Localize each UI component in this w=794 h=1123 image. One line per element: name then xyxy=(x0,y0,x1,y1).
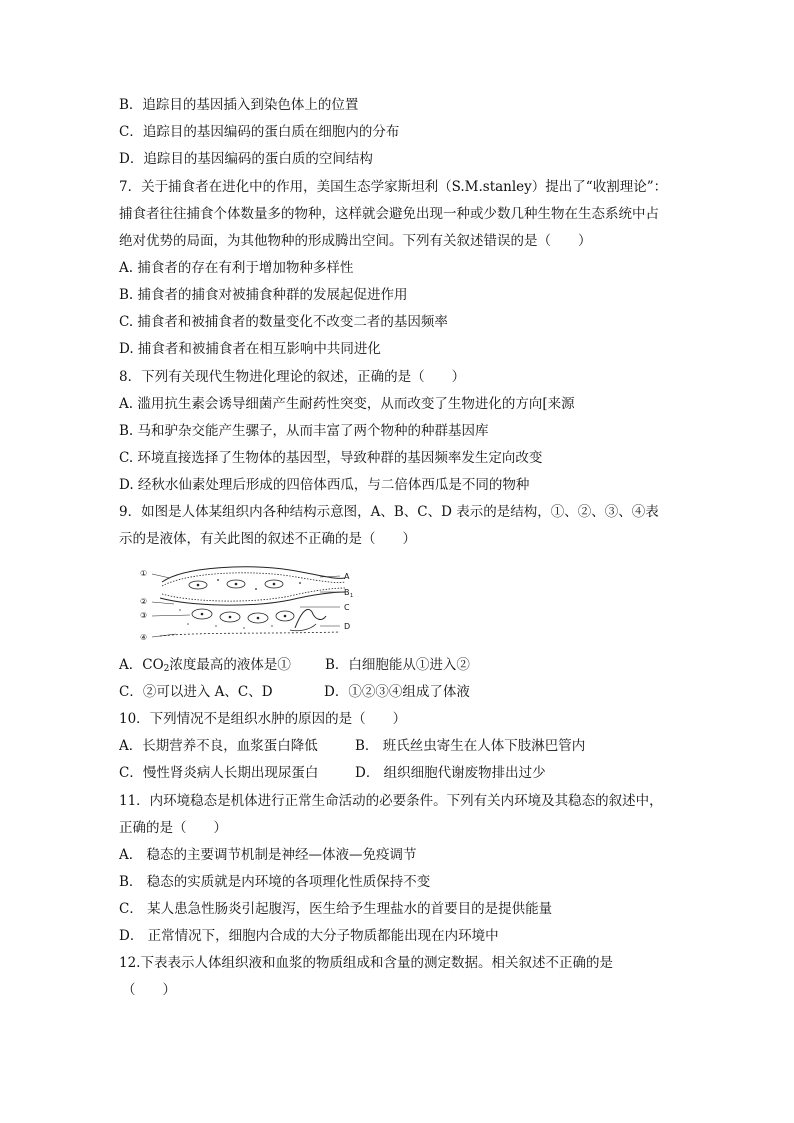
fig-label-d: D xyxy=(344,622,351,631)
fig-label-2: ② xyxy=(140,597,148,606)
fig-label-3: ③ xyxy=(140,611,148,620)
q7-option-a: A. 捕食者的存在有利于增加物种多样性 xyxy=(119,260,354,276)
q6-option-d: D．追踪目的基因编码的蛋白质的空间结构 xyxy=(119,151,373,167)
q7-option-c: C. 捕食者和被捕食者的数量变化不改变二者的基因频率 xyxy=(119,314,448,330)
q7-stem-line-2: 捕食者往往捕食个体数量多的物种，这样就会避免出现一种或少数几种生物在生态系统中占 xyxy=(119,206,659,222)
q9-option-a-text: 浓度最高的液体是① xyxy=(169,657,291,673)
q11-option-b: B． 稳态的实质就是内环境的各项理化性质保持不变 xyxy=(119,874,431,890)
q11-option-a: A． 稳态的主要调节机制是神经—体液—免疫调节 xyxy=(119,847,417,863)
q11-stem-line-2: 正确的是（ ） xyxy=(119,820,227,836)
q12-stem-line-2: （ ） xyxy=(122,982,176,998)
fig-label-4: ④ xyxy=(140,633,148,642)
q10-option-a: A．长期营养不良，血浆蛋白降低 xyxy=(119,738,318,754)
q10-stem: 10．下列情况不是组织水肿的原因的是（ ） xyxy=(119,711,407,727)
q8-stem: 8．下列有关现代生物进化理论的叙述，正确的是（ ） xyxy=(119,369,466,385)
q10-option-b: B． 班氏丝虫寄生在人体下肢淋巴管内 xyxy=(355,738,586,754)
q7-option-b: B. 捕食者的捕食对被捕食种群的发展起促进作用 xyxy=(119,287,408,303)
q7-stem-line-3: 绝对优势的局面，为其他物种的形成腾出空间。下列有关叙述错误的是（ ） xyxy=(119,233,592,249)
q11-stem-line-1: 11．内环境稳态是机体进行正常生命活动的必要条件。下列有关内环境及其稳态的叙述中， xyxy=(119,793,663,809)
tissue-structure-diagram xyxy=(140,562,360,644)
q6-option-c: C．追踪目的基因编码的蛋白质在细胞内的分布 xyxy=(119,124,400,140)
q8-option-c: C. 环境直接选择了生物体的基因型，导致种群的基因频率发生定向改变 xyxy=(119,450,543,466)
q12-stem-line-1: 12.下表表示人体组织液和血浆的物质组成和含量的测定数据。相关叙述不正确的是 xyxy=(119,955,613,971)
q8-option-a: A. 滥用抗生素会诱导细菌产生耐药性突变，从而改变了生物进化的方向[来源 xyxy=(119,396,575,412)
q9-stem-line-2: 示的是液体，有关此图的叙述不正确的是（ ） xyxy=(119,531,416,547)
q9-stem-line-1: 9．如图是人体某组织内各种结构示意图，A、B、C、D 表示的是结构，①、②、③、④表 xyxy=(119,504,659,520)
q8-option-d: D. 经秋水仙素处理后形成的四倍体西瓜，与二倍体西瓜是不同的物种 xyxy=(119,477,530,493)
q9-option-a xyxy=(119,656,291,674)
q8-option-b: B. 马和驴杂交能产生骡子，从而丰富了两个物种的种群基因库 xyxy=(119,423,489,439)
q9-option-c: C．②可以进入 A、C、D xyxy=(119,684,273,700)
fig-label-1: ① xyxy=(140,569,148,578)
fig-label-a: A xyxy=(344,572,350,581)
q9-option-d: D．①②③④组成了体液 xyxy=(324,684,470,700)
q9-option-b: B．白细胞能从①进入② xyxy=(325,657,470,673)
q7-stem-line-1: 7．关于捕食者在进化中的作用，美国生态学家斯坦利（S.M.stanley）提出了“收割理论”： xyxy=(119,179,668,195)
q6-option-b: B．追踪目的基因插入到染色体上的位置 xyxy=(119,97,359,113)
q10-option-d: D． 组织细胞代谢废物排出过少 xyxy=(355,765,546,781)
q11-option-c: C． 某人患急性肠炎引起腹泻，医生给予生理盐水的首要目的是提供能量 xyxy=(119,901,553,917)
fig-label-b-subscript: 1 xyxy=(350,593,354,599)
q9-option-a-prefix: A．CO xyxy=(119,657,164,673)
q10-option-c: C．慢性肾炎病人长期出现尿蛋白 xyxy=(119,765,319,781)
fig-label-b: B xyxy=(344,588,350,597)
q7-option-d: D. 捕食者和被捕食者在相互影响中共同进化 xyxy=(119,341,381,357)
co2-subscript: 2 xyxy=(163,664,170,674)
q11-option-d: D． 正常情况下，细胞内合成的大分子物质都能出现在内环境中 xyxy=(119,928,499,944)
fig-label-c: C xyxy=(344,603,350,612)
